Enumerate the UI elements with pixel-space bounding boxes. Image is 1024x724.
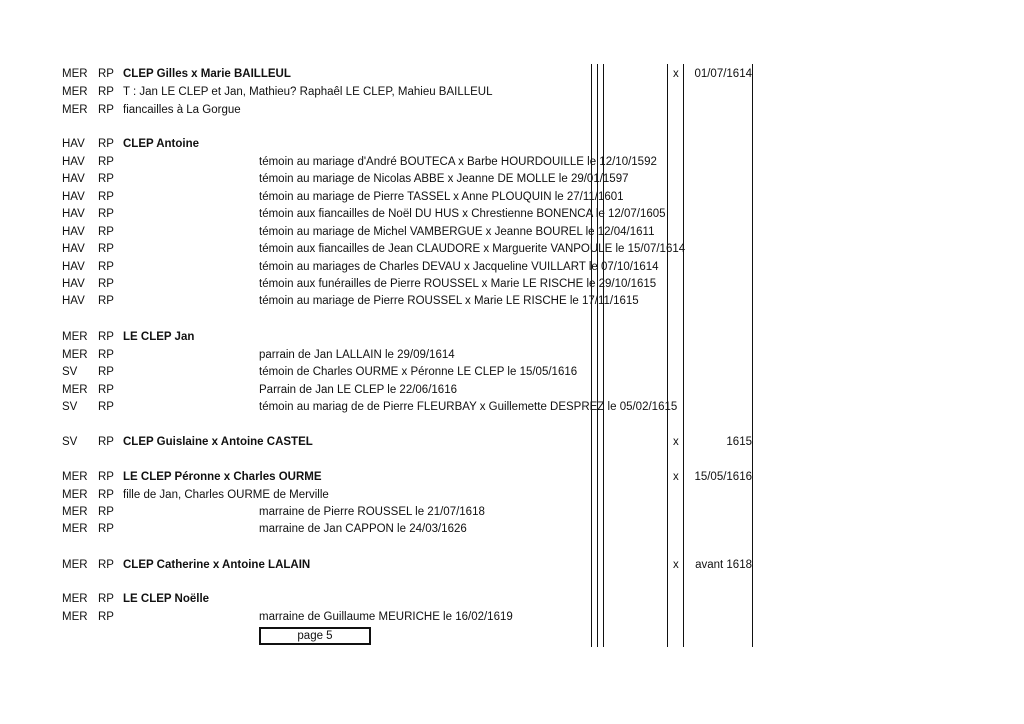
- person-name: LE CLEP Noëlle: [123, 593, 210, 605]
- marriage-mark: x: [673, 559, 679, 571]
- record-row: [0, 609, 1024, 626]
- place-code: MER: [62, 559, 88, 571]
- event-date: 1615: [726, 436, 752, 448]
- place-code: HAV: [62, 295, 85, 307]
- source-code: RP: [98, 243, 114, 255]
- place-code: HAV: [62, 226, 85, 238]
- event-detail: Parrain de Jan LE CLEP le 22/06/1616: [259, 384, 457, 396]
- column-divider: [752, 64, 753, 647]
- record-row: [0, 364, 1024, 381]
- source-code: RP: [98, 173, 114, 185]
- page-number: page 5: [297, 630, 333, 642]
- source-code: RP: [98, 331, 114, 343]
- event-detail: marraine de Guillaume MEURICHE le 16/02/1619: [259, 611, 513, 623]
- marriage-mark: x: [673, 471, 679, 483]
- record-row: [0, 591, 1024, 608]
- place-code: MER: [62, 471, 88, 483]
- person-name: CLEP Antoine: [123, 138, 200, 150]
- source-code: RP: [98, 86, 114, 98]
- source-code: RP: [98, 295, 114, 307]
- record-note: fiancailles à La Gorgue: [123, 104, 241, 116]
- record-row: [0, 329, 1024, 346]
- place-code: SV: [62, 401, 78, 413]
- person-name: CLEP Guislaine x Antoine CASTEL: [123, 436, 313, 448]
- column-divider: [603, 64, 604, 647]
- place-code: MER: [62, 331, 88, 343]
- person-name: CLEP Gilles x Marie BAILLEUL: [123, 68, 291, 80]
- event-detail: témoin au mariage d'André BOUTECA x Barbe HOURDOUILLE le 12/10/1592: [259, 156, 657, 168]
- source-code: RP: [98, 261, 114, 273]
- column-divider: [683, 64, 684, 647]
- event-detail: témoin au mariag de de Pierre FLEURBAY x Guillemette DESPREZ le 05/02/1615: [259, 401, 678, 413]
- marriage-mark: x: [673, 436, 679, 448]
- record-row: [0, 293, 1024, 310]
- event-detail: témoin aux fiancailles de Jean CLAUDORE x Marguerite VANPOULE le 15/07/1614: [259, 243, 686, 255]
- source-code: RP: [98, 278, 114, 290]
- record-row: [0, 206, 1024, 223]
- place-code: MER: [62, 86, 88, 98]
- record-row: [0, 504, 1024, 521]
- record-row: [0, 276, 1024, 293]
- record-row: [0, 224, 1024, 241]
- column-divider: [591, 64, 592, 647]
- record-row: [0, 259, 1024, 276]
- page-number-box: [259, 627, 371, 645]
- source-code: RP: [98, 68, 114, 80]
- event-detail: témoin au mariage de Pierre ROUSSEL x Marie LE RISCHE le 17/11/1615: [259, 295, 639, 307]
- record-row: [0, 382, 1024, 399]
- event-detail: témoin aux fiancailles de Noël DU HUS x Chrestienne BONENCA le 12/07/1605: [259, 208, 666, 220]
- place-code: MER: [62, 384, 88, 396]
- column-divider: [667, 64, 668, 647]
- event-detail: parrain de Jan LALLAIN le 29/09/1614: [259, 349, 455, 361]
- place-code: SV: [62, 366, 78, 378]
- source-code: RP: [98, 138, 114, 150]
- event-detail: témoin au mariage de Nicolas ABBE x Jeanne DE MOLLE le 29/01/1597: [259, 173, 629, 185]
- event-date: 01/07/1614: [694, 68, 752, 80]
- event-date: avant 1618: [695, 559, 752, 571]
- record-row: [0, 521, 1024, 538]
- record-row: [0, 399, 1024, 416]
- record-row: [0, 84, 1024, 101]
- record-row: [0, 241, 1024, 258]
- source-code: RP: [98, 366, 114, 378]
- source-code: RP: [98, 593, 114, 605]
- source-code: RP: [98, 104, 114, 116]
- record-row: [0, 487, 1024, 504]
- record-row: [0, 557, 1024, 574]
- marriage-mark: x: [673, 68, 679, 80]
- record-row: [0, 136, 1024, 153]
- place-code: MER: [62, 489, 88, 501]
- column-divider: [597, 64, 598, 647]
- event-detail: témoin de Charles OURME x Péronne LE CLEP le 15/05/1616: [259, 366, 578, 378]
- record-row: [0, 469, 1024, 486]
- place-code: MER: [62, 523, 88, 535]
- source-code: RP: [98, 156, 114, 168]
- event-detail: témoin au mariages de Charles DEVAU x Jacqueline VUILLART le 07/10/1614: [259, 261, 659, 273]
- place-code: HAV: [62, 261, 85, 273]
- person-name: CLEP Catherine x Antoine LALAIN: [123, 559, 311, 571]
- place-code: HAV: [62, 138, 85, 150]
- event-detail: témoin aux funérailles de Pierre ROUSSEL x Marie LE RISCHE le 29/10/1615: [259, 278, 657, 290]
- place-code: HAV: [62, 156, 85, 168]
- source-code: RP: [98, 489, 114, 501]
- record-row: [0, 102, 1024, 119]
- record-row: [0, 434, 1024, 451]
- source-code: RP: [98, 384, 114, 396]
- place-code: MER: [62, 593, 88, 605]
- event-detail: témoin au mariage de Michel VAMBERGUE x Jeanne BOUREL le 12/04/1611: [259, 226, 655, 238]
- person-name: LE CLEP Jan: [123, 331, 195, 343]
- place-code: MER: [62, 68, 88, 80]
- event-date: 15/05/1616: [694, 471, 752, 483]
- record-row: [0, 66, 1024, 83]
- record-row: [0, 171, 1024, 188]
- record-row: [0, 347, 1024, 364]
- source-code: RP: [98, 471, 114, 483]
- place-code: HAV: [62, 173, 85, 185]
- event-detail: marraine de Jan CAPPON le 24/03/1626: [259, 523, 467, 535]
- place-code: HAV: [62, 208, 85, 220]
- person-name: LE CLEP Péronne x Charles OURME: [123, 471, 322, 483]
- place-code: MER: [62, 104, 88, 116]
- source-code: RP: [98, 208, 114, 220]
- source-code: RP: [98, 401, 114, 413]
- place-code: HAV: [62, 191, 85, 203]
- record-row: [0, 189, 1024, 206]
- source-code: RP: [98, 523, 114, 535]
- source-code: RP: [98, 191, 114, 203]
- place-code: HAV: [62, 278, 85, 290]
- source-code: RP: [98, 349, 114, 361]
- place-code: MER: [62, 506, 88, 518]
- source-code: RP: [98, 506, 114, 518]
- record-note: T : Jan LE CLEP et Jan, Mathieu? Raphaêl LE CLEP, Mahieu BAILLEUL: [123, 86, 493, 98]
- record-row: [0, 154, 1024, 171]
- place-code: SV: [62, 436, 78, 448]
- record-note: fille de Jan, Charles OURME de Merville: [123, 489, 329, 501]
- source-code: RP: [98, 559, 114, 571]
- event-detail: témoin au mariage de Pierre TASSEL x Anne PLOUQUIN le 27/11/1601: [259, 191, 624, 203]
- event-detail: marraine de Pierre ROUSSEL le 21/07/1618: [259, 506, 485, 518]
- source-code: RP: [98, 226, 114, 238]
- source-code: RP: [98, 436, 114, 448]
- place-code: HAV: [62, 243, 85, 255]
- place-code: MER: [62, 611, 88, 623]
- place-code: MER: [62, 349, 88, 361]
- source-code: RP: [98, 611, 114, 623]
